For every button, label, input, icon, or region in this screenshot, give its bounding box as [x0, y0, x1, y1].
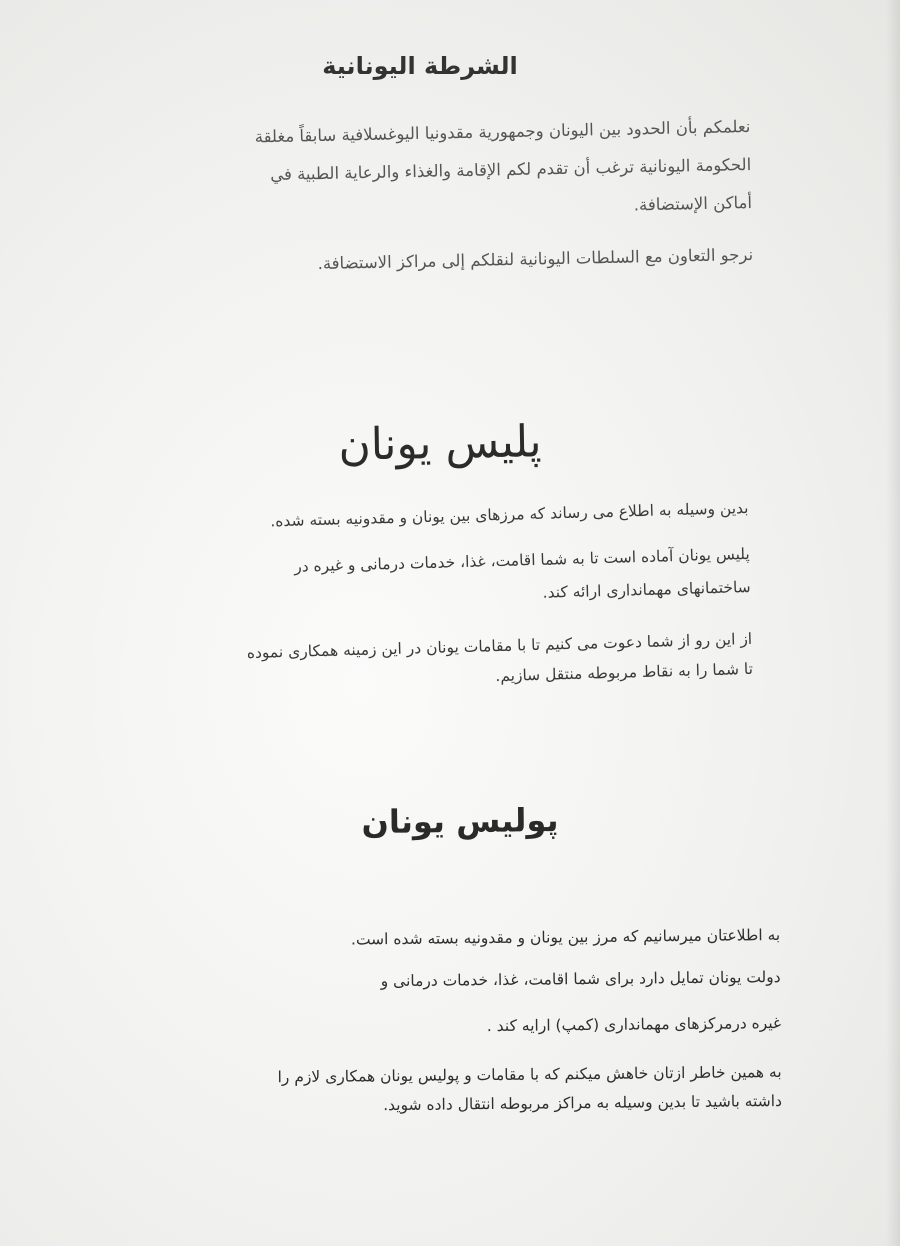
arabic-line-1: نعلمكم بأن الحدود بين اليونان وجمهورية مقدونيا اليوغسلافية سابقاً مغلقة [254, 116, 751, 147]
dari-p3-line-1: به همین خاطر ازتان خاهش میکنم که با مقامات و پولیس یونان همکاری لازم را [277, 1062, 782, 1087]
persian-paragraph-1: بدین وسیله به اطلاع می رساند که مرزهای بین یونان و مقدونیه بسته شده. [270, 498, 749, 531]
arabic-line-2: الحكومة اليونانية ترغب أن تقدم لكم الإقامة والغذاء والرعاية الطبية في [270, 154, 752, 185]
dari-p2-line-1: دولت یونان تمایل دارد برای شما اقامت، غذا، خدمات درمانی و [380, 967, 781, 991]
arabic-title: الشرطة اليونانية [322, 52, 518, 80]
arabic-line-3: أماكن الإستضافة. [633, 192, 753, 215]
page-edge-shadow [886, 0, 900, 1246]
dari-paragraph-2 [220, 954, 781, 1052]
dari-paragraph-3 [221, 1058, 782, 1122]
persian-title: پلیس یونان [338, 416, 542, 471]
persian-p3-line-1: از این رو از شما دعوت می کنیم تا با مقامات یونان در این زمینه همکاری نموده [246, 629, 753, 663]
persian-paragraph-3 [116, 624, 753, 702]
persian-p2-line-1: پلیس یونان آماده است تا به شما اقامت، غذا، خدمات درمانی و غیره در [293, 544, 750, 576]
persian-p3-line-2: تا شما را به نقاط مربوطه منتقل سازیم. [495, 659, 754, 686]
dari-title: پولیس یونان [361, 800, 559, 842]
arabic-paragraph-2: نرجو التعاون مع السلطات اليونانية لنقلكم إلى مراكز الاستضافة. [317, 244, 754, 274]
persian-p2-line-2: ساختمانهای مهمانداری ارائه کند. [542, 577, 751, 602]
persian-body [112, 492, 753, 702]
persian-paragraph-2 [114, 538, 752, 622]
dari-paragraph-1: به اطلاعتان میرسانیم که مرز بین یونان و مقدونیه بسته شده است. [350, 925, 781, 949]
dari-p3-line-2: داشته باشید تا بدین وسیله به مراکز مربوطه انتقال داده شوید. [383, 1091, 783, 1115]
dari-body [220, 918, 782, 1122]
dari-p2-line-2: غیره درمرکزهای مهمانداری (کمپ) ارایه کند . [486, 1013, 782, 1036]
arabic-body [180, 108, 753, 286]
